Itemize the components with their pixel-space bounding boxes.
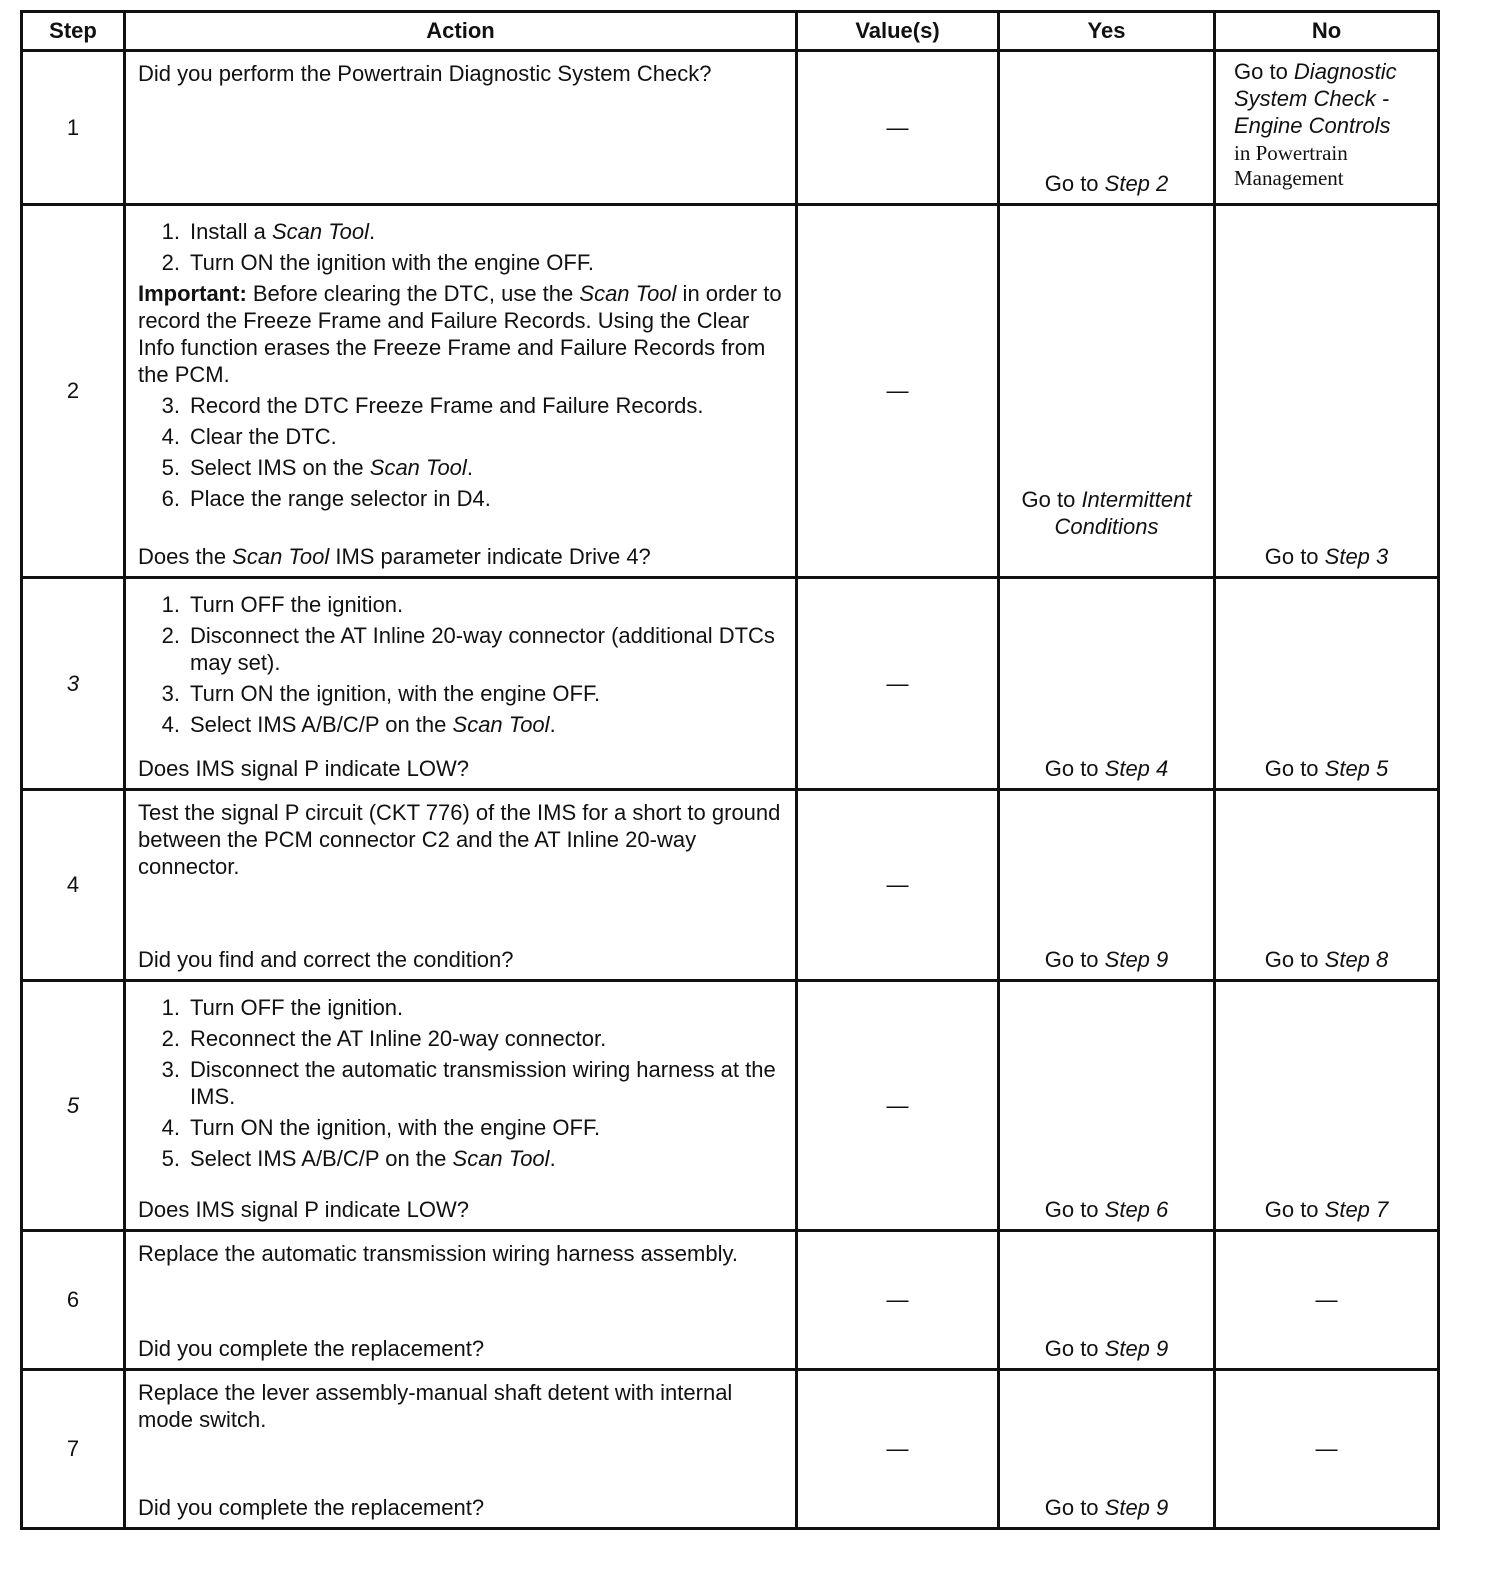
value-cell: — — [797, 51, 999, 205]
question-text: Does IMS signal P indicate LOW? — [138, 1197, 469, 1222]
list-item: 3. Disconnect the automatic transmission wiring harness at the IMS. — [161, 1057, 776, 1109]
list-item: 5. Select IMS on the Scan Tool. — [161, 455, 473, 480]
no-goto: Go to Step 3 — [1264, 544, 1389, 569]
action-cell — [125, 578, 797, 790]
action-list — [138, 218, 785, 276]
no-cell — [1215, 205, 1439, 578]
table-row — [22, 981, 1439, 1231]
list-item: 2. Reconnect the AT Inline 20-way connector. — [161, 1026, 607, 1051]
value-cell: — — [797, 790, 999, 981]
step-number: 4 — [22, 790, 125, 981]
no-cell: — — [1215, 1231, 1439, 1370]
yes-goto: Go to Intermittent Conditions — [1021, 487, 1192, 539]
table-row — [22, 205, 1439, 578]
no-note: in Powertrain Management — [1234, 141, 1348, 190]
no-cell: — — [1215, 1370, 1439, 1529]
yes-cell — [999, 1231, 1215, 1370]
no-goto: Go to Step 8 — [1264, 947, 1389, 972]
list-item: 2. Disconnect the AT Inline 20-way connector (additional DTCs may set). — [161, 623, 775, 675]
list-item: 1. Turn OFF the ignition. — [161, 592, 404, 617]
step-number: 1 — [22, 51, 125, 205]
yes-goto: Go to Step 4 — [1044, 756, 1169, 781]
action-list — [138, 392, 785, 512]
yes-goto: Go to Step 9 — [1044, 947, 1169, 972]
value-cell: — — [797, 981, 999, 1231]
table-header-row — [22, 12, 1439, 51]
action-cell — [125, 1231, 797, 1370]
yes-cell — [999, 1370, 1215, 1529]
question-text: Did you complete the replacement? — [138, 1495, 485, 1520]
important-note: Important: Before clearing the DTC, use the Scan Tool in order to record the Freeze Frame and Failure Records. Using the Clear Info function erases the Freeze Frame and Failure Records from the PCM. — [138, 281, 782, 387]
list-item: 3. Record the DTC Freeze Frame and Failure Records. — [161, 393, 704, 418]
header-action: Action — [125, 12, 797, 51]
no-cell — [1215, 51, 1439, 205]
question-text: Did you complete the replacement? — [138, 1336, 485, 1361]
no-cell — [1215, 790, 1439, 981]
yes-goto: Go to Step 9 — [1044, 1495, 1169, 1520]
yes-cell — [999, 578, 1215, 790]
list-item: 2. Turn ON the ignition with the engine OFF. — [161, 250, 594, 275]
yes-cell — [999, 51, 1215, 205]
step-number: 3 — [22, 578, 125, 790]
action-text: Replace the automatic transmission wiring harness assembly. — [138, 1241, 738, 1266]
step-number: 7 — [22, 1370, 125, 1529]
action-cell — [125, 1370, 797, 1529]
action-cell — [125, 205, 797, 578]
no-goto: Go to Step 5 — [1264, 756, 1389, 781]
list-item: 5. Select IMS A/B/C/P on the Scan Tool. — [161, 1146, 556, 1171]
action-text: Test the signal P circuit (CKT 776) of the IMS for a short to ground between the PCM connector C2 and the AT Inline 20-way connector. — [138, 800, 781, 879]
action-text: Replace the lever assembly-manual shaft detent with internal mode switch. — [138, 1380, 733, 1432]
value-cell: — — [797, 205, 999, 578]
header-no: No — [1215, 12, 1439, 51]
list-item: 4. Select IMS A/B/C/P on the Scan Tool. — [161, 712, 556, 737]
header-step: Step — [22, 12, 125, 51]
list-item: 6. Place the range selector in D4. — [161, 486, 491, 511]
question-text: Does IMS signal P indicate LOW? — [138, 756, 469, 781]
no-cell — [1215, 578, 1439, 790]
list-item: 1. Turn OFF the ignition. — [161, 995, 404, 1020]
action-cell — [125, 51, 797, 205]
action-list — [138, 990, 785, 1176]
question-text: Does the Scan Tool IMS parameter indicate Drive 4? — [138, 544, 651, 569]
action-cell — [125, 790, 797, 981]
action-list — [138, 587, 785, 742]
yes-goto: Go to Step 6 — [1044, 1197, 1169, 1222]
list-item: 1. Install a Scan Tool. — [161, 219, 376, 244]
no-goto: Go to Step 7 — [1264, 1197, 1389, 1222]
no-goto: Go to Diagnostic System Check - Engine Controls — [1234, 59, 1397, 138]
table-row — [22, 1231, 1439, 1370]
header-values: Value(s) — [797, 12, 999, 51]
header-yes: Yes — [999, 12, 1215, 51]
step-number: 5 — [22, 981, 125, 1231]
table-row — [22, 1370, 1439, 1529]
step-number: 6 — [22, 1231, 125, 1370]
value-cell: — — [797, 1231, 999, 1370]
diagnostic-table — [20, 10, 1440, 1530]
list-item: 3. Turn ON the ignition, with the engine OFF. — [161, 681, 601, 706]
list-item: 4. Clear the DTC. — [161, 424, 337, 449]
question-text: Did you perform the Powertrain Diagnostic System Check? — [138, 61, 712, 86]
action-cell — [125, 981, 797, 1231]
no-cell — [1215, 981, 1439, 1231]
yes-cell — [999, 205, 1215, 578]
question-text: Did you find and correct the condition? — [138, 947, 514, 972]
yes-cell — [999, 790, 1215, 981]
value-cell: — — [797, 1370, 999, 1529]
step-number: 2 — [22, 205, 125, 578]
table-row — [22, 51, 1439, 205]
table-row — [22, 790, 1439, 981]
table-row — [22, 578, 1439, 790]
yes-goto: Go to Step 2 — [1044, 171, 1169, 196]
yes-cell — [999, 981, 1215, 1231]
yes-goto: Go to Step 9 — [1044, 1336, 1169, 1361]
value-cell: — — [797, 578, 999, 790]
list-item: 4. Turn ON the ignition, with the engine OFF. — [161, 1115, 601, 1140]
